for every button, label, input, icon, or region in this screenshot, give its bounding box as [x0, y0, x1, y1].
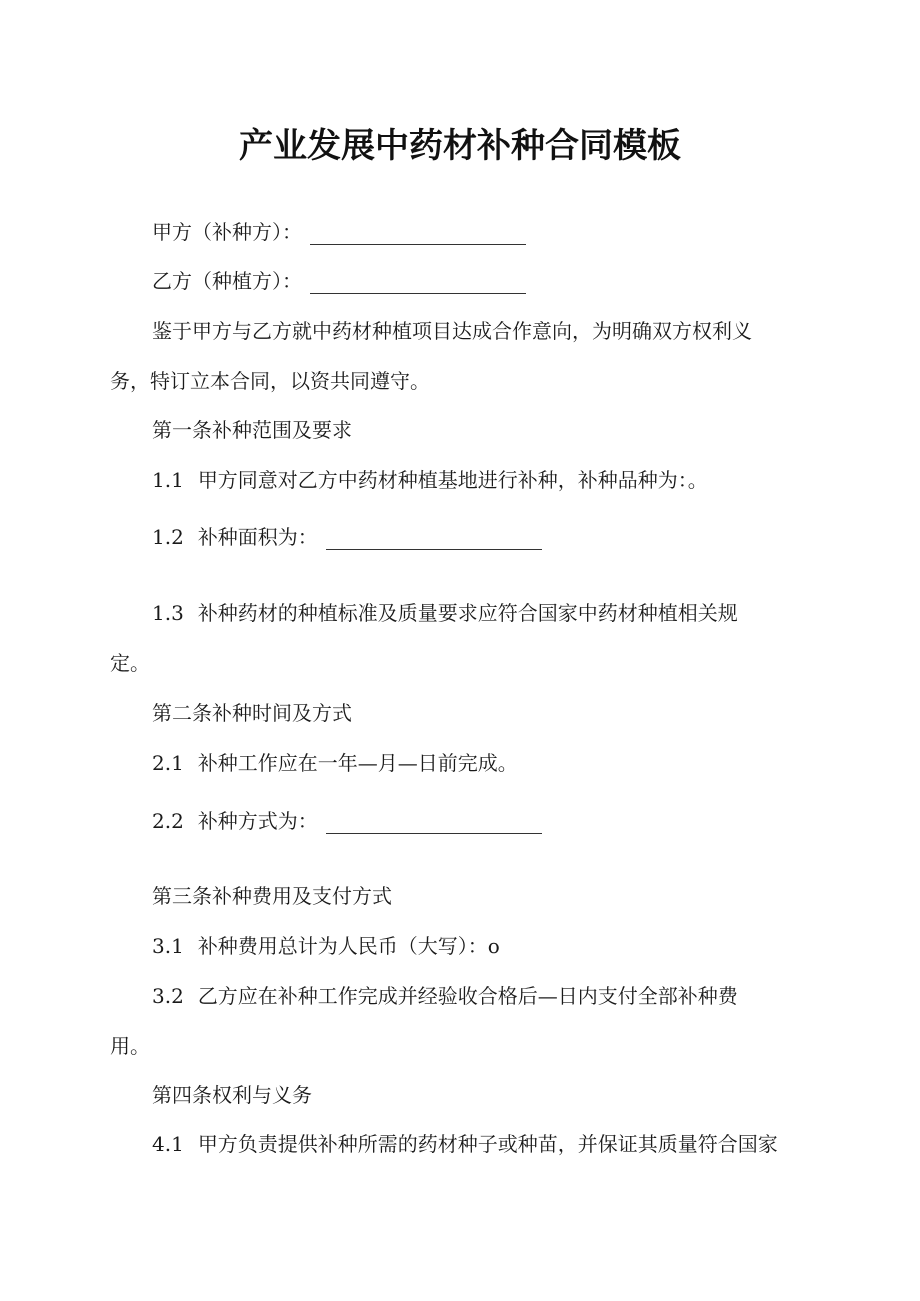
clause-1-2 [152, 524, 864, 550]
article-3-heading: 第三条补种费用及支付方式 [152, 884, 392, 908]
clause-number: 1.1 [152, 468, 184, 492]
clause-text: 补种费用总计为人民币（大写）：o [197, 934, 500, 958]
clause-text: 补种工作应在一年—月—日前完成。 [197, 751, 518, 775]
clause-3-2 [152, 983, 864, 1009]
party-b-line [152, 268, 864, 294]
clause-number: 3.1 [152, 934, 184, 958]
article-1-heading: 第一条补种范围及要求 [152, 418, 352, 442]
clause-text: 补种方式为： [197, 809, 318, 833]
document-title: 产业发展中药材补种合同模板 [239, 126, 681, 166]
clause-text: 补种面积为： [197, 525, 318, 549]
party-a-line [152, 219, 864, 245]
clause-4-1 [152, 1131, 864, 1157]
clause-number: 3.2 [152, 984, 184, 1008]
area-blank [326, 529, 542, 550]
clause-number: 1.3 [152, 601, 184, 625]
clause-2-2 [152, 808, 864, 834]
method-blank [326, 813, 542, 834]
preamble-line-1: 鉴于甲方与乙方就中药材种植项目达成合作意向，为明确双方权利义 [152, 319, 752, 343]
party-a-label: 甲方（补种方）： [152, 220, 302, 244]
preamble-line-2: 务，特订立本合同，以资共同遵守。 [110, 369, 430, 393]
clause-3-2-continuation: 用。 [110, 1034, 150, 1058]
party-b-label: 乙方（种植方）： [152, 269, 302, 293]
clause-2-1 [152, 750, 864, 776]
clause-1-3-continuation: 定。 [110, 651, 150, 675]
clause-number: 1.2 [152, 525, 184, 549]
clause-text: 甲方同意对乙方中药材种植基地进行补种，补种品种为：。 [197, 468, 708, 492]
clause-1-1 [152, 467, 864, 493]
clause-text: 补种药材的种植标准及质量要求应符合国家中药材种植相关规 [197, 601, 738, 625]
clause-number: 2.2 [152, 809, 184, 833]
clause-3-1 [152, 933, 864, 959]
party-b-blank [310, 273, 526, 294]
article-2-heading: 第二条补种时间及方式 [152, 701, 352, 725]
party-a-blank [310, 224, 526, 245]
clause-number: 4.1 [152, 1132, 184, 1156]
clause-1-3 [152, 600, 864, 626]
article-4-heading: 第四条权利与义务 [152, 1083, 312, 1107]
clause-number: 2.1 [152, 751, 184, 775]
clause-text: 甲方负责提供补种所需的药材种子或种苗，并保证其质量符合国家 [197, 1132, 778, 1156]
clause-text: 乙方应在补种工作完成并经验收合格后—日内支付全部补种费 [197, 984, 738, 1008]
